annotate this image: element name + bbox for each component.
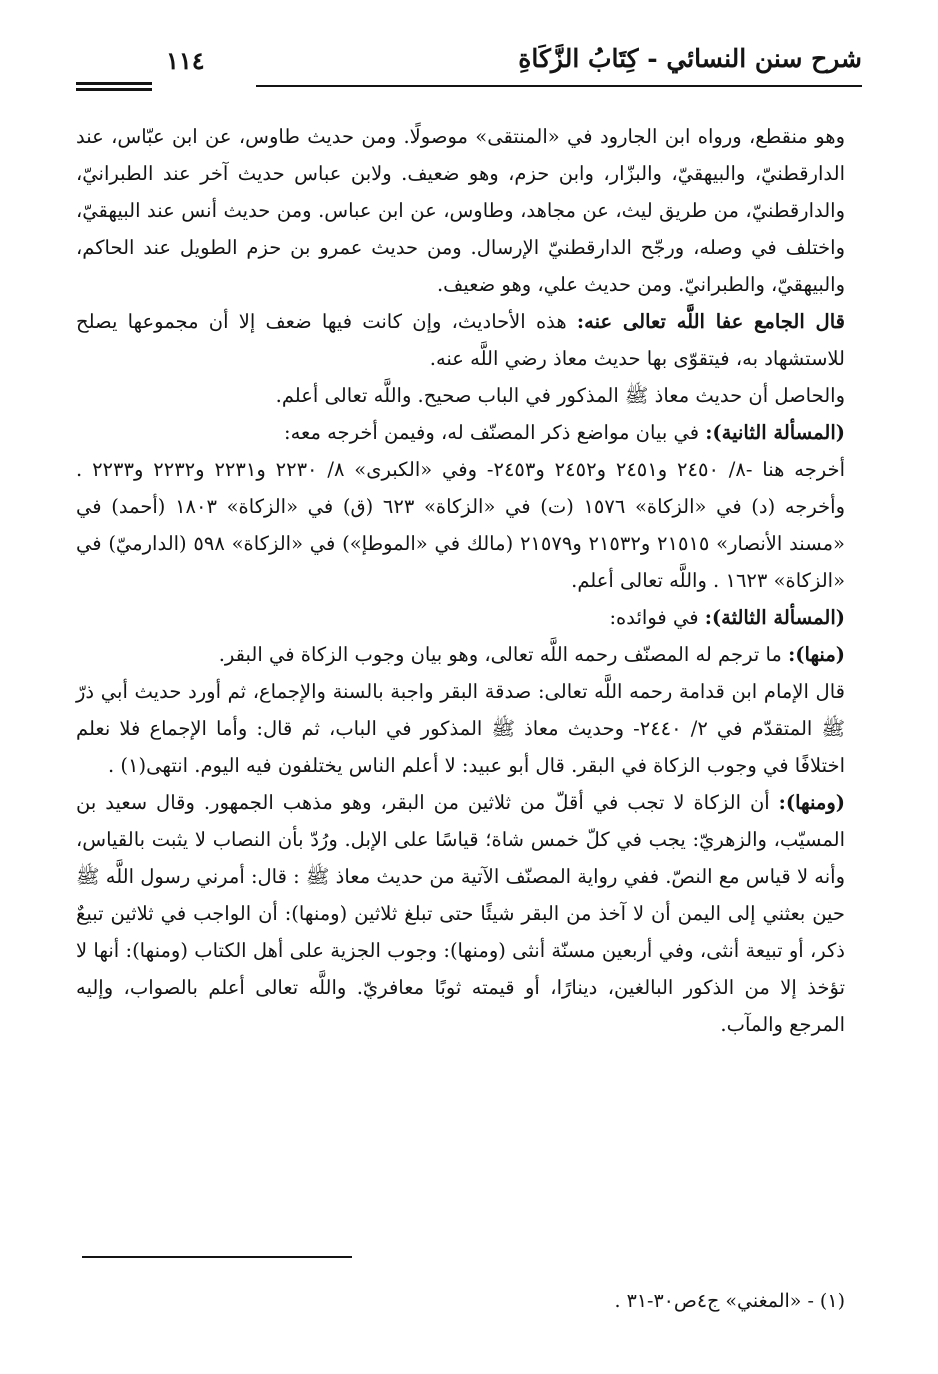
paragraph xyxy=(76,673,845,784)
paragraph xyxy=(76,636,845,673)
paragraph-text: هذه الأحاديث، وإن كانت فيها ضعف إلا أن مجموعها يصلح للاستشهاد به، فيتقوّى بها حديث معاذ رضي اللَّه عنه. xyxy=(76,310,845,370)
paragraph xyxy=(76,377,845,414)
paragraph xyxy=(76,451,845,599)
paragraph xyxy=(76,303,845,377)
paragraph-text: في بيان مواضع ذكر المصنّف له، وفيمن أخرجه معه: xyxy=(284,421,706,444)
paragraph-text: قال الإمام ابن قدامة رحمه اللَّه تعالى: صدقة البقر واجبة بالسنة والإجماع، ثم أورد حديث أبي ذرّ ﷺ المتقدّم في ٢/ ٢٤٤٠- وحديث معاذ ﷺ المذكور في الباب، ثم قال: وأما الإجماع فلا نعلم اختلافًا في وجوب الزكاة في البقر. قال أبو عبيد: لا أعلم الناس يختلفون فيه اليوم. انتهى(١) . xyxy=(76,680,845,777)
paragraph xyxy=(76,599,845,636)
paragraph-text: ما ترجم له المصنّف رحمه اللَّه تعالى، وهو بيان وجوب الزكاة في البقر. xyxy=(218,643,789,666)
paragraph-lead: قال الجامع عفا اللَّه تعالى عنه: xyxy=(576,310,845,333)
paragraph-text: والحاصل أن حديث معاذ ﷺ المذكور في الباب صحيح. واللَّه تعالى أعلم. xyxy=(275,384,845,407)
header-rule xyxy=(256,85,862,87)
paragraph-text: وهو منقطع، ورواه ابن الجارود في «المنتقى» موصولًا. ومن حديث طاوس، عن ابن عبّاس، عند الدارقطنيّ، والبيهقيّ، والبزّار، وابن حزم، وهو ضعيف. ولابن عباس حديث آخر عند الطبرانيّ، والدارقطنيّ، من طريق ليث، عن مجاهد، وطاوس، عن ابن عباس. ومن حديث أنس عند البيهقيّ، واختلف في وصله، ورجّح الدارقطنيّ الإرسال. ومن حديث عمرو بن حزم الطويل عند الحاكم، والبيهقيّ، والطبرانيّ. ومن حديث علي، وهو ضعيف. xyxy=(76,125,845,296)
footnote: (١) - «المغني» ج٤ص٣٠-٣١ . xyxy=(614,1290,845,1312)
paragraph-text: في فوائده: xyxy=(609,606,705,629)
running-title: شرح سنن النسائي - كِتَابُ الزَّكَاةِ xyxy=(518,44,862,73)
paragraph-lead: (منها): xyxy=(788,643,845,666)
paragraph-lead: (المسألة الثالثة): xyxy=(704,606,845,629)
paragraph-lead: (المسألة الثانية): xyxy=(705,421,845,444)
page-header xyxy=(76,40,862,98)
main-text xyxy=(76,118,845,1043)
paragraph-text: أخرجه هنا -٨/ ٢٤٥٠ و٢٤٥١ و٢٤٥٢ و٢٤٥٣- وفي «الكبرى» ٨/ ٢٢٣٠ و٢٢٣١ و٢٢٣٢ و٢٢٣٣ . وأخرجه (د) في «الزكاة» ١٥٧٦ (ت) في «الزكاة» ٦٢٣ (ق) في «الزكاة» ١٨٠٣ (أحمد) في «مسند الأنصار» ٢١٥١٥ و٢١٥٣٢ و٢١٥٧٩ (مالك في «الموطإ») في «الزكاة» ٥٩٨ (الدارميّ) في «الزكاة» ١٦٢٣ . واللَّه تعالى أعلم. xyxy=(76,458,845,592)
page-number-rule xyxy=(76,82,152,85)
paragraph xyxy=(76,118,845,303)
footnote-rule xyxy=(82,1256,352,1258)
page-number: ١١٤ xyxy=(166,46,205,75)
paragraph-lead: (ومنها): xyxy=(778,791,845,814)
paragraph xyxy=(76,414,845,451)
paragraph-text: أن الزكاة لا تجب في أقلّ من ثلاثين من البقر، وهو مذهب الجمهور. وقال سعيد بن المسيّب، والزهريّ: يجب في كلّ خمس شاة؛ قياسًا على الإبل. ورُدّ بأن النصاب لا يثبت بالقياس، وأنه لا قياس مع النصّ. ففي رواية المصنّف الآتية من حديث معاذ ﷺ : قال: أمرني رسول اللَّه ﷺ حين بعثني إلى اليمن أن لا آخذ من البقر شيئًا حتى تبلغ ثلاثين (ومنها): أن الواجب في ثلاثين تبيعٌ ذكر، أو تبيعة أنثى، وفي أربعين مسنّة أنثى (ومنها): وجوب الجزية على أهل الكتاب (ومنها): أنها لا تؤخذ إلا من الذكور البالغين، دينارًا، أو قيمته ثوبًا معافريّ. واللَّه تعالى أعلم بالصواب، وإليه المرجع والمآب. xyxy=(76,791,845,1036)
paragraph xyxy=(76,784,845,1043)
